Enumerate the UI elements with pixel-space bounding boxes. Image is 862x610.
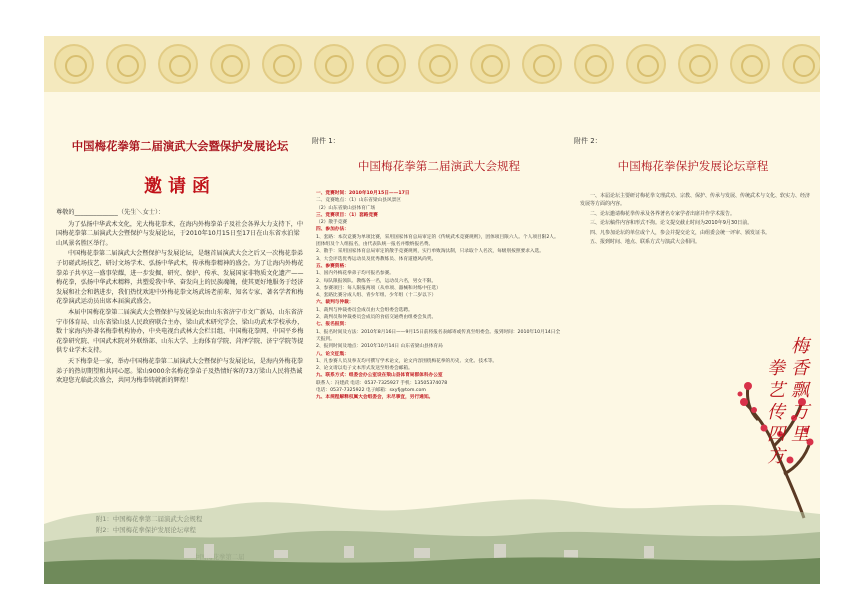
charter-paragraph: 二、论坛邀请梅花拳传承及各界著名专家学者出席并作学术报告。 [590, 210, 736, 217]
medallion-icon [730, 44, 770, 84]
rule-line: 1、凡参赛人员及拳友均可撰写学术论文，论文内容围绕梅花拳的历史、文化、技术等。 [316, 358, 498, 364]
letter-paragraph: 天下梅拳是一家，举办中国梅花拳第二届演武大会暨保护与发展论坛，是海内外梅花拳弟子的热切期望和共同心愿。梁山9000余名梅花拳弟子及热情好客的73万梁山人民将热诚欢迎您光临此次盛会，共同为梅拳铸就新的辉煌！ [56, 357, 304, 385]
medallion-icon [314, 44, 354, 84]
header-pattern-band [44, 36, 820, 92]
forum-title: 中国梅花拳第二届演武大会暨保护发展论坛 [71, 139, 289, 153]
medallion-icon [418, 44, 458, 84]
calligraphy-char: 万 [791, 402, 809, 423]
charter-heading: 中国梅花拳保护发展论坛章程 [617, 159, 769, 173]
rule-line: 三、竞赛项目：（1）套路竞赛 [316, 212, 378, 218]
rule-line: 九、本规程解释权属大会组委会，未尽事宜，另行通知。 [316, 395, 434, 401]
charter-paragraph: 一、本届论坛主要研讨梅花拳文理武功、宗教、保护、传承与发展、传统武术与文化、软实力、经济发展等方面的内容。 [580, 193, 811, 208]
medallion-icon [106, 44, 146, 84]
calligraphy-couplet [674, 336, 814, 466]
medallion-icon [678, 44, 718, 84]
rule-line: 一、竞赛时间：2010年10月15日——17日 [316, 191, 410, 196]
letter-paragraph: 为了弘扬中华武术文化，光大梅花拳术，在海内外梅拳弟子及社会各界大力支持下，中国梅花拳第二届演武大会暨保护与发展论坛，于2010年10月15日至17日在山东省水泊梁山风景名胜区举行。 [56, 220, 304, 247]
charter-text [580, 192, 810, 247]
calligraphy-char: 拳 [767, 358, 785, 379]
rule-line: 2、论文请以电子文本形式发送至组委会邮箱。 [316, 366, 413, 372]
medallion-icon [158, 44, 198, 84]
calligraphy-char: 里 [791, 424, 809, 445]
calligraphy-char: 飘 [791, 380, 809, 401]
greeting-line: 尊敬的______________（先生＼女士）： [56, 209, 165, 216]
charter-paragraph: 四、凡参加论坛的单位或个人，参会并提交论文，由组委会统一评审、颁发证书。 [590, 229, 771, 236]
charter-paragraph: 三、论坛稿件内容和形式不拘。论文提交截止时间为2010年9月30日前。 [590, 220, 753, 227]
annex-label: 附件 1： [312, 137, 340, 145]
rule-line: 2、每队限报领队、教练各一名，运动员六名，男女不限。 [316, 278, 437, 284]
rule-line: 2、散手：采用国家体育总局审定的散手竞赛规则，实行单败淘汰制，只录取个人名次，每级别按照要求入选。 [316, 249, 544, 255]
rule-line: 3、参赛项目：每人限报两项（从单项、器械和对练中任选） [316, 285, 441, 291]
medallion-icon [262, 44, 302, 84]
rule-line: 九、联系方式：组委会办公室设在梁山县体育局群体科办公室 [316, 373, 443, 379]
medallion-icon [210, 44, 250, 84]
medallion-icon [470, 44, 510, 84]
rule-line: 1、国内外梅花拳弟子均可报名参赛。 [316, 271, 394, 277]
calligraphy-char: 香 [791, 358, 809, 379]
rule-line: 1、裁判与仲裁委员会成员由大会组委会选聘。 [316, 307, 413, 313]
invitation-letter [56, 208, 304, 387]
annex-label: 附件 2： [574, 137, 602, 145]
rule-line: 五、参赛资格： [316, 263, 349, 269]
rule-line: 二、竞赛地点：（1）山东省梁山县风景区 [316, 198, 402, 204]
rule-line: 电话：0537-7325922 电子邮箱：sxyfj@tom.com [316, 388, 426, 394]
rule-line: 联系人：冯建武 电话：0537-7325927 手机：13505374078 [316, 380, 448, 386]
invitation-title: 邀请函 [144, 176, 216, 197]
mountain-town-scenery [44, 484, 820, 584]
rule-line: 八、论文征集： [316, 351, 349, 357]
rules-heading: 中国梅花拳第二届演武大会规程 [357, 159, 521, 173]
rules-list [316, 190, 562, 402]
rule-line: 四、参加办法： [316, 227, 349, 233]
calligraphy-char: 梅 [791, 336, 809, 357]
rule-line: 2、裁判员和仲裁委员会成员的食宿交通费由组委会负责。 [316, 315, 437, 321]
rule-line: （2）山东省梁山县体育广场 [316, 205, 376, 211]
medallion-icon [574, 44, 614, 84]
brochure-sheet [44, 36, 820, 584]
medallion-icon [782, 44, 820, 84]
medallion-icon [366, 44, 406, 84]
medallion-icon [522, 44, 562, 84]
rule-line: 4、套路比赛分成人组、青少年组、少年组（十二岁以下） [316, 293, 437, 299]
rule-line: 七、报名报到： [316, 322, 349, 328]
rule-line: 1、报名时间及方法：2010年8月16日——9月15日前将报名表邮寄或传真至组委会。报到时间：2010年10月14日全天报到。 [316, 329, 561, 342]
rule-line: 3、大会评选优秀运动员及优秀教练员、体育道德风尚奖。 [316, 256, 437, 262]
medallion-icon [54, 44, 94, 84]
letter-paragraph: 中国梅花拳第二届演武大会暨保护与发展论坛，是继首届演武大会之后又一次梅花拳弟子切磋武场技艺、研讨文场学术、弘扬中华武术，传承梅拳精神的盛会。为了让海内外梅花拳弟子共享这一盛事荣耀，进一步发掘、研究、保护、传承、发展国家非物质文化遗产——梅花拳，弘扬中华武术精粹，共塑爱我中华、奋发向上的民族魂魄，使其更好地服务于经济发展和社会和谐进步，我们热忱欢迎中外梅花拳文场武场老前辈、知名专家、著名学者和梅花拳演武运动员出席本届演武盛会。 [56, 250, 304, 306]
calligraphy-char: 传 [767, 402, 785, 423]
medallion-icon [626, 44, 666, 84]
rule-line: 六、裁判与仲裁： [316, 300, 354, 306]
calligraphy-char: 艺 [767, 380, 785, 401]
calligraphy-char: 四 [767, 424, 785, 445]
calligraphy-char: 方 [767, 446, 785, 467]
rule-line: 2、报到时间及地点：2010年10月14日 山东省梁山县体育局 [316, 344, 443, 350]
rule-line: 1、套路：本次竞赛为单项比赛，采用国家体育总局审定的《传统武术竞赛规则》，团体项目限六人。个人项目限2人。团体组及个人组报名，由代表队统一报名并缴纳报名费。 [316, 234, 559, 248]
rule-line: （2）散手竞赛 [316, 220, 348, 226]
letter-paragraph: 本届中国梅花拳第二届演武大会暨保护与发展论坛由山东省济宁市文广新局、山东省济宁市体育局、山东省梁山县人民政府联合主办，梁山武术研究学会、梁山功武术学校承办，数十家海内外著名梅拳机构协办，中央电视台武林大会栏目组、中国梅花拳网、中国平乡梅花拳研究院、中国武术院对外联络部、山东大学、上海体育学院、菏泽学院、济宁学院等提供专业学术支持。 [56, 308, 304, 355]
charter-paragraph: 五、报到时间、地点、联系方式与演武大会相同。 [590, 239, 701, 246]
